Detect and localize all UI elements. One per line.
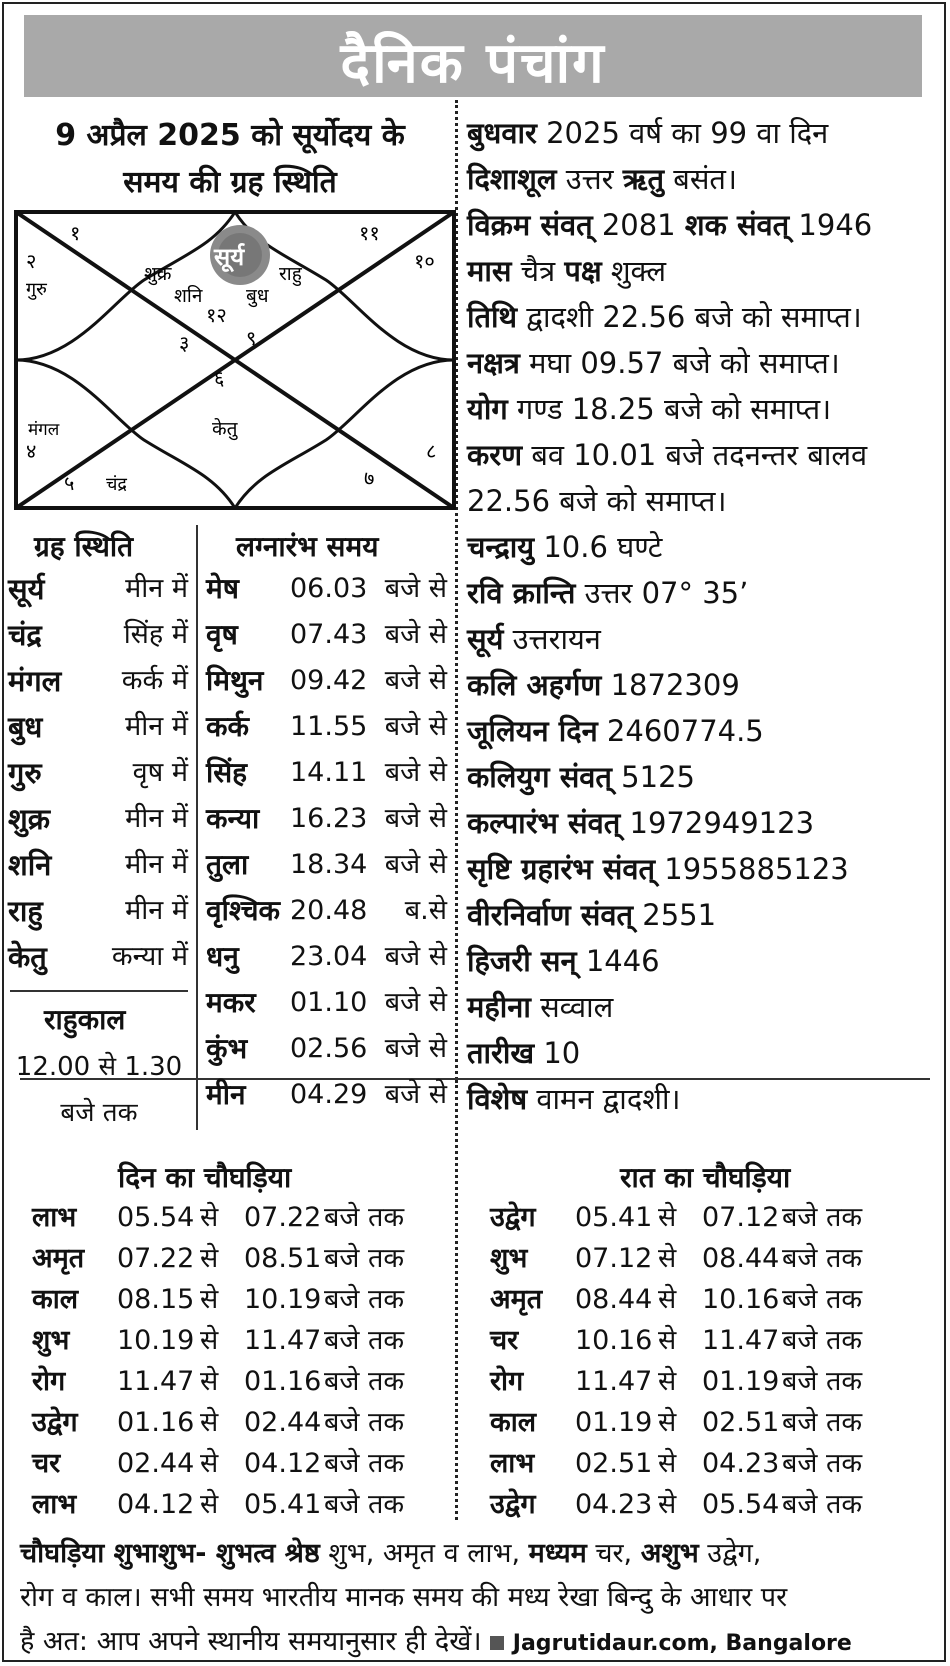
choghadiya-se: से xyxy=(658,1448,677,1479)
choghadiya-from: 07.12 xyxy=(575,1243,653,1274)
choghadiya-tail: बजे तक xyxy=(324,1366,405,1397)
panchang-value: गण्ड 18.25 बजे को समाप्त। xyxy=(507,392,832,426)
planet-surya: सूर्य xyxy=(214,243,245,271)
rahukaal-heading: राहुकाल xyxy=(44,1003,126,1036)
choghadiya-to: 10.19 xyxy=(244,1284,322,1315)
rahukaal-time: 12.00 से 1.30 xyxy=(15,1052,183,1082)
panchang-value: उत्तर 07° 35’ xyxy=(575,576,749,610)
lagna-time: 01.10 xyxy=(290,987,368,1018)
choghadiya-tail: बजे तक xyxy=(324,1325,405,1356)
panchang-key: तिथि xyxy=(467,300,518,334)
choghadiya-se: से xyxy=(658,1366,677,1397)
planet-ketu: केतु xyxy=(212,418,238,440)
choghadiya-from: 01.19 xyxy=(575,1407,653,1438)
choghadiya-to: 01.19 xyxy=(702,1366,780,1397)
choghadiya-to: 01.16 xyxy=(244,1366,322,1397)
panchang-key: सृष्टि ग्रहारंभ संवत् xyxy=(467,852,656,886)
panchang-value: 22.56 बजे को समाप्त। xyxy=(467,484,727,518)
choghadiya-name: रोग xyxy=(32,1366,66,1397)
choghadiya-name: अमृत xyxy=(490,1284,543,1315)
panchang-key: नक्षत्र xyxy=(467,346,520,380)
panchang-key: कल्पारंभ संवत् xyxy=(467,806,621,840)
lagna-time: 14.11 xyxy=(290,757,368,788)
panchang-value: 2081 xyxy=(592,208,685,242)
choghadiya-tail: बजे तक xyxy=(782,1325,863,1356)
choghadiya-tail: बजे तक xyxy=(782,1202,863,1233)
choghadiya-to: 11.47 xyxy=(702,1325,780,1356)
panchang-row xyxy=(467,754,695,800)
lagna-time: 09.42 xyxy=(290,665,368,696)
panchang-value: 10 xyxy=(534,1036,581,1070)
house-number-9: ९ xyxy=(246,326,257,350)
graha-value: मीन में xyxy=(125,711,188,742)
choghadiya-se: से xyxy=(200,1448,219,1479)
panchang-key: कलि अहर्गण xyxy=(467,668,602,702)
panchang-value: 1872309 xyxy=(601,668,740,702)
graha-name: शनि xyxy=(8,848,52,882)
lagna-name: कर्क xyxy=(206,710,250,743)
panchang-key-2: शक संवत् xyxy=(684,208,790,242)
choghadiya-se: से xyxy=(658,1407,677,1438)
choghadiya-tail: बजे तक xyxy=(324,1243,405,1274)
planet-shukra: शुक्र xyxy=(144,263,172,285)
panchang-value: सव्वाल xyxy=(530,990,614,1024)
lagna-time: 23.04 xyxy=(290,941,368,972)
choghadiya-to: 05.41 xyxy=(244,1489,322,1520)
choghadiya-se: से xyxy=(658,1325,677,1356)
lagna-name: सिंह xyxy=(206,756,248,789)
graha-value: कन्या में xyxy=(111,941,188,972)
choghadiya-name: चर xyxy=(490,1325,519,1356)
panchang-row xyxy=(467,938,660,984)
panchang-row xyxy=(467,662,740,708)
choghadiya-se: से xyxy=(200,1366,219,1397)
panchang-value: 1955885123 xyxy=(655,852,849,886)
lagna-suffix: बजे से xyxy=(384,803,447,834)
choghadiya-name: शुभ xyxy=(490,1243,528,1274)
panchang-key: महीना xyxy=(467,990,531,1024)
house-number-7: ७ xyxy=(364,466,375,490)
panchang-key: कलियुग संवत् xyxy=(467,760,612,794)
panchang-key: दिशाशूल xyxy=(467,162,557,196)
panchang-row xyxy=(467,892,716,938)
panchang-row xyxy=(467,570,748,616)
choghadiya-tail: बजे तक xyxy=(324,1284,405,1315)
panchang-key: योग xyxy=(467,392,508,426)
footer-text-3: उद्वेग, xyxy=(698,1538,762,1569)
lagna-suffix: बजे से xyxy=(384,711,447,742)
graha-value: मीन में xyxy=(125,803,188,834)
panchang-value: 5125 xyxy=(611,760,695,794)
panchang-value-2: 1946 xyxy=(789,208,873,242)
house-number-8: ८ xyxy=(426,439,437,463)
panchang-key: जूलियन दिन xyxy=(467,714,598,748)
lagna-suffix: ब.से xyxy=(404,895,447,926)
lagna-suffix: बजे से xyxy=(384,941,447,972)
panchang-row xyxy=(467,386,831,432)
choghadiya-name: उद्वेग xyxy=(32,1407,78,1438)
lagna-suffix: बजे से xyxy=(384,987,447,1018)
lagna-name: मेष xyxy=(206,572,239,605)
lagna-suffix: बजे से xyxy=(384,665,447,696)
choghadiya-from: 01.16 xyxy=(117,1407,195,1438)
planet-mangal: मंगल xyxy=(28,420,60,440)
choghadiya-se: से xyxy=(200,1284,219,1315)
choghadiya-to: 02.51 xyxy=(702,1407,780,1438)
panchang-key: सूर्य xyxy=(467,622,504,656)
choghadiya-name: शुभ xyxy=(32,1325,70,1356)
choghadiya-tail: बजे तक xyxy=(324,1407,405,1438)
lagna-name: मिथुन xyxy=(206,664,264,697)
panchang-value: 1972949123 xyxy=(620,806,815,840)
choghadiya-divider xyxy=(455,1080,458,1520)
choghadiya-from: 08.44 xyxy=(575,1284,653,1315)
planet-guru: गुरु xyxy=(26,279,47,300)
lagna-name: कुंभ xyxy=(206,1032,248,1065)
choghadiya-name: लाभ xyxy=(32,1202,77,1233)
house-number-5: ५ xyxy=(64,471,75,495)
footer-line3 xyxy=(20,1620,930,1666)
lagna-suffix: बजे से xyxy=(384,619,447,650)
graha-name: शुक्र xyxy=(8,802,50,836)
footer-bold-1: चौघड़िया शुभाशुभ- शुभत्व श्रेष्ठ xyxy=(20,1538,320,1569)
panchang-value: 1446 xyxy=(576,944,660,978)
panchang-value: 10.6 घण्टे xyxy=(534,530,663,564)
panchang-key: हिजरी सन् xyxy=(467,944,577,978)
panchang-key: करण xyxy=(467,438,523,472)
panchang-key: वीरनिर्वाण संवत् xyxy=(467,898,634,932)
graha-value: वृष में xyxy=(132,757,188,788)
lagna-time: 06.03 xyxy=(290,573,368,604)
panchang-row xyxy=(467,432,867,478)
choghadiya-name: रोग xyxy=(490,1366,524,1397)
choghadiya-tail: बजे तक xyxy=(782,1284,863,1315)
panchang-row xyxy=(467,478,726,524)
kundli-chart xyxy=(14,210,458,510)
page-title: दैनिक पंचांग xyxy=(340,31,606,96)
panchang-value: 2025 वर्ष का 99 वा दिन xyxy=(536,116,829,150)
panchang-key: तारीख xyxy=(467,1036,535,1070)
footer-bold-3: अशुभ xyxy=(640,1538,699,1569)
lagna-suffix: बजे से xyxy=(384,757,447,788)
panchang-row xyxy=(467,340,840,386)
planet-chandra: चंद्र xyxy=(106,474,127,495)
panchang-value: वामन द्वादशी। xyxy=(527,1082,681,1116)
choghadiya-se: से xyxy=(658,1489,677,1520)
choghadiya-se: से xyxy=(658,1202,677,1233)
choghadiya-from: 02.51 xyxy=(575,1448,653,1479)
lagna-name: तुला xyxy=(206,848,249,881)
choghadiya-tail: बजे तक xyxy=(324,1489,405,1520)
panchang-value-2: बसंत। xyxy=(664,162,737,196)
panchang-key: विशेष xyxy=(467,1082,528,1116)
choghadiya-to: 04.12 xyxy=(244,1448,322,1479)
lagna-name: वृश्चिक xyxy=(206,894,281,927)
footer-note xyxy=(20,1532,930,1666)
choghadiya-name: उद्वेग xyxy=(490,1202,536,1233)
panchang-row xyxy=(467,708,764,754)
panchang-row xyxy=(467,294,862,340)
choghadiya-tail: बजे तक xyxy=(324,1448,405,1479)
graha-value: मीन में xyxy=(125,895,188,926)
panchang-value: उत्तरायन xyxy=(503,622,601,656)
choghadiya-name: लाभ xyxy=(32,1489,77,1520)
panchang-row xyxy=(467,984,613,1030)
panchang-value: उत्तर xyxy=(556,162,623,196)
choghadiya-se: से xyxy=(200,1489,219,1520)
panchang-key-2: ऋतु xyxy=(622,162,665,196)
choghadiya-se: से xyxy=(658,1243,677,1274)
panchang-row xyxy=(467,248,666,294)
panchang-value: चैत्र xyxy=(511,254,565,288)
lagna-time: 11.55 xyxy=(290,711,368,742)
choghadiya-name: अमृत xyxy=(32,1243,85,1274)
choghadiya-from: 05.54 xyxy=(117,1202,195,1233)
planet-budh: बुध xyxy=(246,285,269,307)
footer-bold-2: मध्यम xyxy=(528,1538,587,1569)
planet-shani: शनि xyxy=(174,285,203,307)
choghadiya-tail: बजे तक xyxy=(782,1366,863,1397)
choghadiya-to: 11.47 xyxy=(244,1325,322,1356)
graha-value: मीन में xyxy=(125,573,188,604)
choghadiya-name: काल xyxy=(490,1407,537,1438)
choghadiya-from: 10.19 xyxy=(117,1325,195,1356)
choghadiya-name: चर xyxy=(32,1448,61,1479)
footer-text-1: शुभ, अमृत व लाभ, xyxy=(319,1538,529,1569)
panchang-value: 2460774.5 xyxy=(597,714,764,748)
lagna-time: 20.48 xyxy=(290,895,368,926)
panchang-key: रवि क्रान्ति xyxy=(467,576,576,610)
panchang-row xyxy=(467,524,662,570)
graha-value: सिंह में xyxy=(123,619,188,650)
panchang-value: 2551 xyxy=(633,898,717,932)
panchang-value: बव 10.01 बजे तदनन्तर बालव xyxy=(522,438,868,472)
panchang-row xyxy=(467,800,814,846)
header-banner xyxy=(24,15,922,97)
choghadiya-to: 10.16 xyxy=(702,1284,780,1315)
choghadiya-from: 11.47 xyxy=(575,1366,653,1397)
lagna-suffix: बजे से xyxy=(384,573,447,604)
choghadiya-to: 07.12 xyxy=(702,1202,780,1233)
panchang-key: मास xyxy=(467,254,512,288)
choghadiya-to: 08.51 xyxy=(244,1243,322,1274)
house-number-1: १ xyxy=(70,221,81,245)
chart-title-line1: 9 अप्रैल 2025 को सूर्योदय के xyxy=(55,118,405,153)
graha-name: मंगल xyxy=(8,664,62,698)
choghadiya-from: 04.12 xyxy=(117,1489,195,1520)
lagna-name: मकर xyxy=(206,986,256,1019)
choghadiya-tail: बजे तक xyxy=(782,1448,863,1479)
footer-text-2: चर, xyxy=(586,1538,641,1569)
footer-credit: Jagrutidaur.com, Bangalore xyxy=(512,1631,852,1656)
choghadiya-se: से xyxy=(200,1407,219,1438)
footer-line2: रोग व काल। सभी समय भारतीय मानक समय की मध्य रेखा बिन्दु के आधार पर xyxy=(20,1582,788,1613)
panchang-key: बुधवार xyxy=(467,116,537,150)
panchang-key: चन्द्रायु xyxy=(467,530,535,564)
choghadiya-to: 05.54 xyxy=(702,1489,780,1520)
graha-name: केतु xyxy=(8,940,47,974)
panchang-row xyxy=(467,846,849,892)
choghadiya-se: से xyxy=(200,1243,219,1274)
graha-value: मीन में xyxy=(125,849,188,880)
panchang-value-2: शुक्ल xyxy=(601,254,667,288)
graha-name: चंद्र xyxy=(8,618,42,652)
panchang-row xyxy=(467,616,601,662)
rahukaal-suffix: बजे तक xyxy=(60,1098,138,1128)
graha-name: गुरु xyxy=(8,756,42,790)
panchang-row xyxy=(467,1030,580,1076)
choghadiya-to: 04.23 xyxy=(702,1448,780,1479)
house-number-3: ३ xyxy=(179,331,190,355)
graha-name: बुध xyxy=(8,710,43,744)
lagna-time: 04.29 xyxy=(290,1079,368,1110)
choghadiya-se: से xyxy=(200,1325,219,1356)
lagna-name: मीन xyxy=(206,1078,246,1111)
lagna-time: 07.43 xyxy=(290,619,368,650)
choghadiya-name: उद्वेग xyxy=(490,1489,536,1520)
panchang-row xyxy=(467,110,828,156)
rahukaal-divider xyxy=(10,990,188,992)
choghadiya-from: 08.15 xyxy=(117,1284,195,1315)
choghadiya-tail: बजे तक xyxy=(324,1202,405,1233)
lagna-suffix: बजे से xyxy=(384,849,447,880)
graha-value: कर्क में xyxy=(121,665,188,696)
raat-choghadiya-heading: रात का चौघड़िया xyxy=(620,1161,791,1194)
graha-lagna-divider xyxy=(196,525,198,1130)
choghadiya-name: लाभ xyxy=(490,1448,535,1479)
panchang-key-2: पक्ष xyxy=(564,254,602,288)
lagna-name: धनु xyxy=(206,940,239,973)
house-number-10: १० xyxy=(414,249,435,273)
footer-text-line3: है अत: आप अपने स्थानीय समयानुसार ही देखें। xyxy=(20,1626,482,1657)
choghadiya-se: से xyxy=(658,1284,677,1315)
lagna-name: कन्या xyxy=(206,802,260,835)
lagna-name: वृष xyxy=(206,618,238,651)
house-number-12: १२ xyxy=(206,303,227,327)
lagna-time: 02.56 xyxy=(290,1033,368,1064)
graha-sthiti-heading: ग्रह स्थिति xyxy=(34,530,134,563)
choghadiya-name: काल xyxy=(32,1284,79,1315)
choghadiya-tail: बजे तक xyxy=(782,1489,863,1520)
panchang-value: द्वादशी 22.56 बजे को समाप्त। xyxy=(517,300,862,334)
choghadiya-to: 08.44 xyxy=(702,1243,780,1274)
planet-rahu: राहु xyxy=(279,263,302,285)
choghadiya-from: 10.16 xyxy=(575,1325,653,1356)
chart-title-line2: समय की ग्रह स्थिति xyxy=(123,165,337,200)
choghadiya-to: 07.22 xyxy=(244,1202,322,1233)
choghadiya-from: 11.47 xyxy=(117,1366,195,1397)
lagna-heading: लग्नारंभ समय xyxy=(236,530,379,563)
panchang-row xyxy=(467,1076,680,1122)
lagna-time: 16.23 xyxy=(290,803,368,834)
panchang-row xyxy=(467,156,737,202)
panchang-row xyxy=(467,202,872,248)
choghadiya-from: 05.41 xyxy=(575,1202,653,1233)
din-choghadiya-heading: दिन का चौघड़िया xyxy=(118,1161,292,1194)
choghadiya-se: से xyxy=(200,1202,219,1233)
footer-line1 xyxy=(20,1532,930,1576)
choghadiya-from: 04.23 xyxy=(575,1489,653,1520)
lagna-suffix: बजे से xyxy=(384,1033,447,1064)
panchang-key: विक्रम संवत् xyxy=(467,208,593,242)
house-number-6: ६ xyxy=(214,366,225,390)
panchang-value: मघा 09.57 बजे को समाप्त। xyxy=(519,346,840,380)
house-number-11: ११ xyxy=(359,221,380,245)
house-number-2: २ xyxy=(26,249,37,273)
square-icon xyxy=(490,1636,504,1650)
house-number-4: ४ xyxy=(26,439,37,463)
choghadiya-tail: बजे तक xyxy=(782,1243,863,1274)
lagna-suffix: बजे से xyxy=(384,1079,447,1110)
choghadiya-to: 02.44 xyxy=(244,1407,322,1438)
graha-name: सूर्य xyxy=(8,572,45,606)
lagna-time: 18.34 xyxy=(290,849,368,880)
choghadiya-tail: बजे तक xyxy=(782,1407,863,1438)
choghadiya-from: 02.44 xyxy=(117,1448,195,1479)
graha-name: राहु xyxy=(8,894,43,928)
choghadiya-from: 07.22 xyxy=(117,1243,195,1274)
